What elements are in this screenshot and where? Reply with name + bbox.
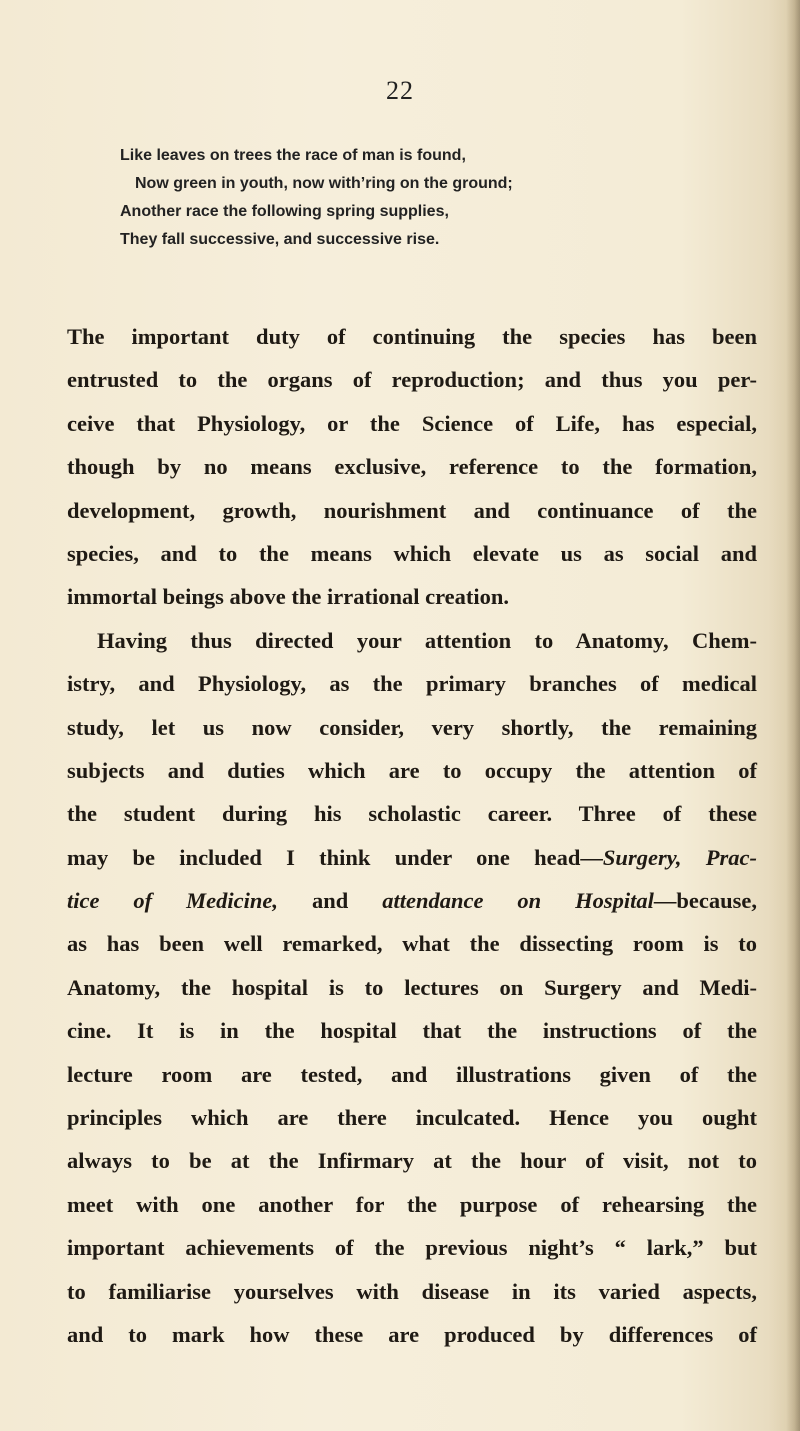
text-line: the student during his scholastic career. Three of these <box>67 801 757 827</box>
text-line <box>67 879 757 922</box>
text-line: important achievements of the previous night’s “ lark,” but <box>67 1235 757 1261</box>
text-line: and to mark how these are produced by differences of <box>67 1321 757 1347</box>
italic-text: tice of Medicine, <box>67 888 278 914</box>
text-line: Having thus directed your attention to Anatomy, Chem- <box>97 627 757 653</box>
epigraph-poem <box>120 142 740 254</box>
text-line: as has been well remarked, what the dissecting room is to <box>67 931 757 957</box>
text-line: ceive that Physiology, or the Science of Life, has especial, <box>67 410 757 436</box>
epigraph-line: Like leaves on trees the race of man is found, <box>120 147 466 164</box>
text-span: —because, <box>653 888 758 914</box>
text-line <box>67 836 757 879</box>
text-line: istry, and Physiology, as the primary branches of medical <box>67 671 757 697</box>
text-line: lecture room are tested, and illustrations given of the <box>67 1061 757 1087</box>
text-line: entrusted to the organs of reproduction; and thus you per- <box>67 367 757 393</box>
text-line: meet with one another for the purpose of rehearsing the <box>67 1191 757 1217</box>
text-span: may be included I think under one head— <box>67 844 603 870</box>
italic-text: attendance on Hospital <box>382 888 654 914</box>
epigraph-line: Now green in youth, now with’ring on the ground; <box>135 175 513 192</box>
epigraph-line: They fall successive, and successive rise. <box>120 231 440 248</box>
text-line: to familiarise yourselves with disease in its varied aspects, <box>67 1278 757 1304</box>
text-line: immortal beings above the irrational creation. <box>67 584 510 610</box>
text-span: and <box>278 888 383 914</box>
body-text <box>67 315 757 1356</box>
text-line: cine. It is in the hospital that the instructions of the <box>67 1018 757 1044</box>
text-line: development, growth, nourishment and continuance of the <box>67 497 757 523</box>
text-line: The important duty of continuing the species has been <box>67 324 757 349</box>
text-line: principles which are there inculcated. Hence you ought <box>67 1105 757 1131</box>
page-number: 22 <box>386 76 414 105</box>
page-edge-shadow <box>786 0 800 1431</box>
epigraph-line: Another race the following spring supplies, <box>120 203 449 220</box>
text-line: always to be at the Infirmary at the hour of visit, not to <box>67 1148 757 1174</box>
italic-text: Surgery, Prac- <box>602 844 757 870</box>
text-line: though by no means exclusive, reference to the formation, <box>67 454 757 480</box>
text-line: species, and to the means which elevate us as social and <box>67 540 757 566</box>
text-line: subjects and duties which are to occupy the attention of <box>67 757 757 783</box>
text-line: Anatomy, the hospital is to lectures on Surgery and Medi- <box>67 974 757 1000</box>
text-line: study, let us now consider, very shortly, the remaining <box>67 714 757 740</box>
